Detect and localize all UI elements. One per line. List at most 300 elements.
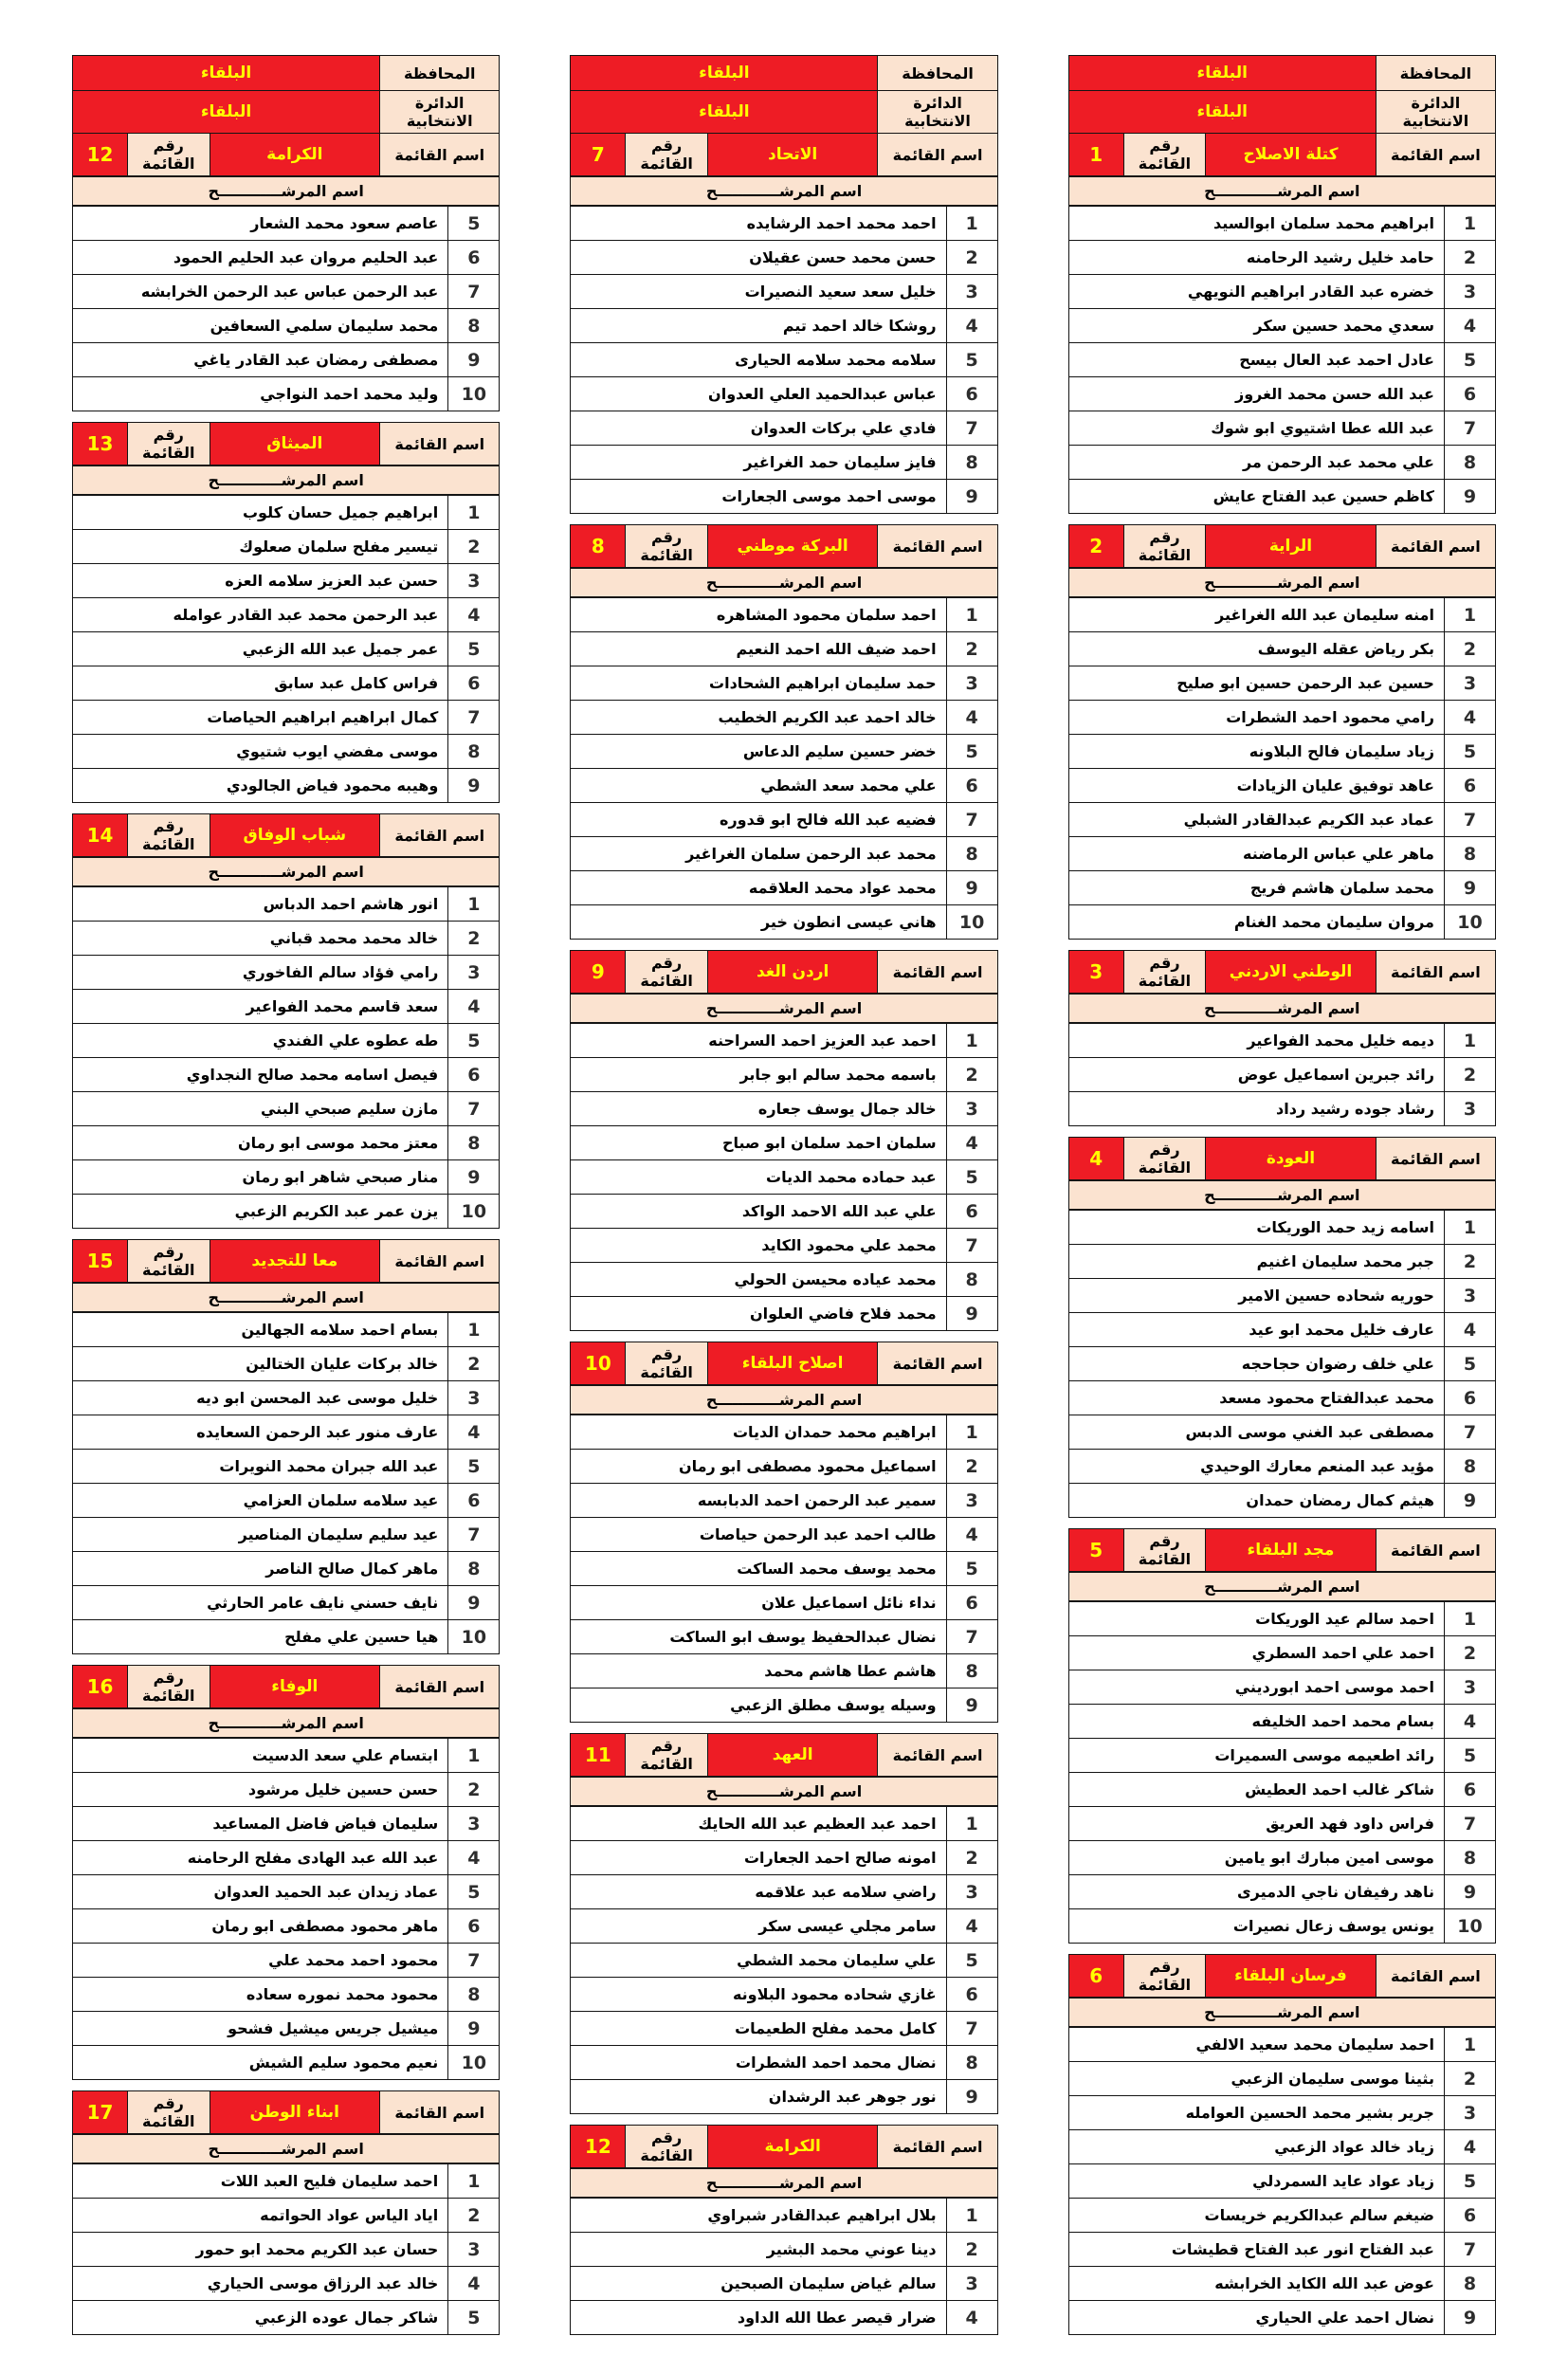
candidate-name: خليل سعد سعيد النصيرات [570, 274, 946, 309]
candidate-number: 5 [946, 734, 998, 769]
candidate-name-header: اسم المرشــــــــــــح [72, 465, 500, 495]
candidate-row [1068, 1806, 1496, 1841]
list-header-row [570, 1733, 997, 1777]
list-number-label: رقم القائمة [1123, 524, 1207, 568]
candidate-name: شاكر غالب احمد العطيش [1068, 1772, 1445, 1807]
candidate-row [72, 1585, 500, 1620]
candidate-row [72, 1483, 500, 1518]
candidate-number: 4 [1444, 1312, 1496, 1347]
list-number-label: رقم القائمة [127, 1665, 210, 1708]
list-header-row [570, 950, 997, 994]
list-block [570, 133, 997, 514]
list-header-row [72, 422, 500, 465]
candidate-name: سعد قاسم محمد الفواعير [72, 989, 448, 1024]
candidate-number: 4 [1444, 308, 1496, 343]
candidate-number: 10 [447, 1619, 500, 1654]
candidate-row [1068, 2027, 1496, 2062]
candidate-row [72, 1023, 500, 1058]
list-name-label: اسم القائمة [379, 1665, 500, 1708]
candidate-name: عبد الرحمن محمد عبد القادر عوامله [72, 597, 448, 632]
candidate-row [570, 1874, 997, 1909]
candidate-name: موسى امين مبارك ابو يامين [1068, 1840, 1445, 1875]
candidate-row [1068, 734, 1496, 769]
candidate-number: 10 [447, 1194, 500, 1229]
candidate-name-header: اسم المرشــــــــــــح [72, 2134, 500, 2163]
candidate-row [570, 734, 997, 769]
candidate-name: جبر محمد سليمان اغنيم [1068, 1244, 1445, 1279]
candidate-name-header: اسم المرشــــــــــــح [570, 1777, 997, 1806]
candidate-name: امنه سليمان عبد الله الغراغير [1068, 597, 1445, 632]
list-name: فرسان البلقاء [1205, 1954, 1377, 1998]
candidate-row [1068, 2198, 1496, 2233]
candidate-number: 9 [946, 870, 998, 905]
list-header-row [1068, 1528, 1496, 1572]
candidate-name: عارف منور عبد الرحمن السعايده [72, 1415, 448, 1450]
candidate-row [1068, 1023, 1496, 1058]
candidate-row [570, 1125, 997, 1160]
candidate-name: كامل محمد مفلح الطعيمات [570, 2011, 946, 2046]
candidate-number: 8 [946, 2045, 998, 2080]
candidate-row [72, 1772, 500, 1807]
candidate-row [570, 240, 997, 275]
candidate-row [570, 274, 997, 309]
candidate-row [1068, 1449, 1496, 1484]
candidate-row [72, 1415, 500, 1450]
candidate-number: 7 [946, 411, 998, 446]
candidate-number: 6 [946, 1977, 998, 2012]
candidate-number: 10 [447, 2045, 500, 2080]
candidate-name: بسام احمد سلامه الجهالين [72, 1312, 448, 1347]
list-block [72, 1239, 500, 1654]
list-name-label: اسم القائمة [379, 1239, 500, 1283]
candidate-name: خالد احمد عبد الكريم الخطيب [570, 700, 946, 735]
governorate-row [570, 55, 997, 91]
candidate-name: خالد محمد محمد قباني [72, 921, 448, 956]
candidate-row [72, 563, 500, 598]
list-number: 12 [72, 133, 128, 176]
list-block [570, 524, 997, 940]
candidate-row [72, 240, 500, 275]
candidate-number: 8 [946, 1262, 998, 1297]
candidate-name-header: اسم المرشــــــــــــح [1068, 1572, 1496, 1601]
candidate-row [1068, 1840, 1496, 1875]
column-right [1068, 55, 1496, 2335]
candidate-row [570, 2266, 997, 2301]
list-number: 2 [1068, 524, 1124, 568]
candidate-number: 4 [946, 1125, 998, 1160]
candidate-number: 6 [447, 1483, 500, 1518]
candidate-row [72, 631, 500, 666]
candidate-name: احمد سلمان محمود المشاهره [570, 597, 946, 632]
candidate-name: كاظم حسين عبد الفتاح عايش [1068, 479, 1445, 514]
candidate-row [570, 2300, 997, 2335]
candidate-number: 5 [447, 206, 500, 241]
list-number-label: رقم القائمة [127, 422, 210, 465]
candidate-number: 3 [946, 1874, 998, 1909]
list-number: 6 [1068, 1954, 1124, 1998]
candidate-name: موسى احمد موسى الجعارات [570, 479, 946, 514]
candidate-name: اسامه زيد حمد الوريكات [1068, 1210, 1445, 1245]
candidate-row [570, 1296, 997, 1331]
list-number-label: رقم القائمة [1123, 1954, 1207, 1998]
candidate-name: يونس يوسف زعال نصيرات [1068, 1908, 1445, 1944]
candidate-name: حوريه شحاده حسين الامير [1068, 1278, 1445, 1313]
candidate-name-header: اسم المرشــــــــــــح [1068, 994, 1496, 1023]
candidate-row [72, 2163, 500, 2199]
candidate-name: رامي فؤاد سالم الفاخوري [72, 955, 448, 990]
candidate-name: احمد سليمان فليح العبد اللات [72, 2163, 448, 2199]
list-name-label: اسم القائمة [877, 950, 997, 994]
list-number: 10 [570, 1342, 626, 1385]
candidate-name: ماهر علي عباس الرماضنه [1068, 836, 1445, 871]
candidate-name: ديمه خليل محمد الفواعير [1068, 1023, 1445, 1058]
candidate-name: عباس عبدالحميد العلي العدوان [570, 376, 946, 411]
list-header-row [1068, 524, 1496, 568]
candidate-row [570, 1977, 997, 2012]
candidate-name: بكر رياض عقله اليوسف [1068, 631, 1445, 666]
candidate-row [570, 1159, 997, 1195]
list-name-label: اسم القائمة [1376, 524, 1496, 568]
candidate-number: 5 [447, 1874, 500, 1909]
candidate-row [1068, 597, 1496, 632]
candidate-row [72, 2300, 500, 2335]
candidate-name: احمد موسى احمد ابورديني [1068, 1670, 1445, 1705]
candidate-number: 4 [1444, 2129, 1496, 2164]
candidate-name: نداء نائل اسماعيل علان [570, 1585, 946, 1620]
candidate-row [72, 1619, 500, 1654]
candidate-number: 9 [447, 768, 500, 803]
list-name-label: اسم القائمة [1376, 133, 1496, 176]
candidate-row [570, 2232, 997, 2267]
candidate-name: اسماعيل محمود مصطفى ابو رمان [570, 1449, 946, 1484]
district-value: البلقاء [570, 90, 878, 134]
list-header-row [1068, 133, 1496, 176]
candidate-number: 6 [946, 1194, 998, 1229]
candidate-name: جرير بشير محمد الحسين العوامله [1068, 2095, 1445, 2130]
candidate-name: هاشم عطا هاشم محمد [570, 1653, 946, 1688]
candidate-number: 5 [1444, 734, 1496, 769]
candidate-row [570, 597, 997, 632]
candidate-number: 6 [1444, 1380, 1496, 1415]
candidate-row [72, 529, 500, 564]
candidate-row [1068, 1210, 1496, 1245]
candidate-name: سلمان احمد سلمان ابو صباح [570, 1125, 946, 1160]
list-number-label: رقم القائمة [625, 950, 708, 994]
candidate-row [1068, 1601, 1496, 1636]
list-number-label: رقم القائمة [1123, 1528, 1207, 1572]
candidate-name: نضال احمد علي الحياري [1068, 2300, 1445, 2335]
candidate-name: محمد سليمان سلمي السعافين [72, 308, 448, 343]
candidate-name: فراس كامل عبد سابق [72, 666, 448, 701]
candidate-row [570, 376, 997, 411]
candidate-name: فادي علي بركات العدوان [570, 411, 946, 446]
candidate-name: يزن عمر عبد الكريم الزعبي [72, 1194, 448, 1229]
candidate-row [72, 2232, 500, 2267]
candidate-name: حسن حسين خليل مرشود [72, 1772, 448, 1807]
list-block [72, 1665, 500, 2080]
candidate-name: سعدي محمد حسين سكر [1068, 308, 1445, 343]
candidate-number: 4 [946, 308, 998, 343]
candidate-number: 2 [1444, 1057, 1496, 1092]
candidate-row [72, 921, 500, 956]
list-block [570, 1733, 997, 2114]
candidate-row [570, 1653, 997, 1688]
candidate-number: 9 [1444, 479, 1496, 514]
candidate-name: ماهر كمال صالح الناصر [72, 1551, 448, 1586]
candidate-number: 4 [946, 700, 998, 735]
list-name-label: اسم القائمة [877, 133, 997, 176]
candidate-name: راضي سلامه عبد علاقمه [570, 1874, 946, 1909]
candidate-name: حسان عبد الكريم محمد ابو حمور [72, 2232, 448, 2267]
candidate-row [1068, 1244, 1496, 1279]
candidate-number: 6 [946, 768, 998, 803]
candidate-number: 6 [447, 666, 500, 701]
candidate-name-header: اسم المرشــــــــــــح [1068, 176, 1496, 206]
candidate-name: سليمان فياض فاضل المساعيد [72, 1806, 448, 1841]
candidate-row [72, 1312, 500, 1347]
candidate-number: 2 [1444, 240, 1496, 275]
candidate-number: 5 [946, 1943, 998, 1978]
candidate-number: 1 [1444, 206, 1496, 241]
list-number: 5 [1068, 1528, 1124, 1572]
candidate-number: 10 [1444, 904, 1496, 940]
candidate-number: 3 [1444, 274, 1496, 309]
candidate-row [1068, 274, 1496, 309]
candidate-row [1068, 1908, 1496, 1944]
candidate-number: 7 [946, 802, 998, 837]
candidate-name: ابتسام علي سعد الدسيت [72, 1738, 448, 1773]
candidate-name-header: اسم المرشــــــــــــح [72, 176, 500, 206]
candidate-name: محمود محمد نموره سعاده [72, 1977, 448, 2012]
candidate-number: 7 [1444, 411, 1496, 446]
candidate-row [72, 342, 500, 377]
candidate-name: هيا حسين علي مفلح [72, 1619, 448, 1654]
candidate-number: 3 [447, 955, 500, 990]
candidate-name: نعيم محمود سليم الشيش [72, 2045, 448, 2080]
candidate-number: 2 [447, 529, 500, 564]
candidate-row [1068, 1312, 1496, 1347]
candidate-row [72, 1449, 500, 1484]
candidate-number: 1 [447, 1312, 500, 1347]
governorate-label: المحافظة [1376, 55, 1496, 91]
column-header-block [72, 55, 500, 134]
candidate-name: علي خلف رضوان حجاحجه [1068, 1346, 1445, 1381]
candidate-number: 6 [946, 1585, 998, 1620]
list-block [1068, 1954, 1496, 2335]
column-header-block [570, 55, 997, 134]
candidate-name: محمد عبدالفتاح محمود مسعد [1068, 1380, 1445, 1415]
candidate-number: 5 [1444, 2163, 1496, 2199]
candidate-name: سامر مجلي عيسى سكر [570, 1908, 946, 1944]
candidate-row [1068, 870, 1496, 905]
candidate-number: 3 [1444, 1278, 1496, 1313]
candidate-row [570, 1228, 997, 1263]
candidate-number: 9 [946, 1296, 998, 1331]
candidate-name: ضيغم سالم عبدالكريم خريسات [1068, 2198, 1445, 2233]
list-name: الكرامة [210, 133, 381, 176]
governorate-value: البلقاء [570, 55, 878, 91]
candidate-number: 5 [946, 342, 998, 377]
candidate-number: 1 [1444, 597, 1496, 632]
list-name-label: اسم القائمة [877, 524, 997, 568]
list-header-row [1068, 1954, 1496, 1998]
candidate-number: 3 [447, 563, 500, 598]
candidate-row [72, 1977, 500, 2012]
list-number-label: رقم القائمة [1123, 950, 1207, 994]
candidate-row [570, 1943, 997, 1978]
list-name: اصلاح البلقاء [707, 1342, 879, 1385]
candidate-name: غازي شحاده محمود البلاونه [570, 1977, 946, 2012]
candidate-number: 2 [946, 1449, 998, 1484]
list-name-label: اسم القائمة [1376, 1137, 1496, 1180]
candidate-number: 6 [1444, 376, 1496, 411]
candidate-name: ناهد رفيفان ناجي الدميرى [1068, 1874, 1445, 1909]
candidate-row [72, 1738, 500, 1773]
candidate-number: 8 [447, 1551, 500, 1586]
candidate-row [1068, 206, 1496, 241]
candidate-row [72, 1943, 500, 1978]
candidate-number: 9 [447, 1159, 500, 1195]
candidate-row [1068, 2300, 1496, 2335]
list-number: 8 [570, 524, 626, 568]
candidate-number: 4 [447, 2266, 500, 2301]
list-number-label: رقم القائمة [1123, 1137, 1207, 1180]
candidate-number: 4 [447, 989, 500, 1024]
list-number-label: رقم القائمة [127, 133, 210, 176]
candidate-name: احمد سالم عيد الوريكات [1068, 1601, 1445, 1636]
candidate-number: 9 [946, 2079, 998, 2114]
candidate-number: 7 [447, 1943, 500, 1978]
candidate-number: 5 [1444, 342, 1496, 377]
list-name-label: اسم القائمة [877, 1733, 997, 1777]
candidate-name: خليل موسى عبد المحسن ابو ديه [72, 1380, 448, 1415]
candidate-number: 3 [1444, 666, 1496, 701]
candidate-row [570, 1415, 997, 1450]
list-block [570, 1342, 997, 1723]
candidate-row [570, 1688, 997, 1723]
candidate-name: عبد الحليم مروان عبد الحليم الحمود [72, 240, 448, 275]
list-number-label: رقم القائمة [127, 2090, 210, 2134]
candidate-row [72, 1159, 500, 1195]
candidate-row [1068, 342, 1496, 377]
candidate-name: فيصل اسامه محمد صالح النجداوي [72, 1057, 448, 1092]
list-header-row [1068, 950, 1496, 994]
candidate-name: رامي محمود احمد الشطرات [1068, 700, 1445, 735]
candidate-name-header: اسم المرشــــــــــــح [1068, 568, 1496, 597]
candidate-row [72, 768, 500, 803]
list-number-label: رقم القائمة [625, 133, 708, 176]
candidate-number: 5 [1444, 1738, 1496, 1773]
candidate-row [570, 2045, 997, 2080]
candidate-name: فايز سليمان حمد الغراغير [570, 445, 946, 480]
list-block [1068, 950, 1496, 1126]
candidate-row [1068, 2061, 1496, 2096]
candidate-row [72, 376, 500, 411]
candidate-name: طه عطوه علي الفندي [72, 1023, 448, 1058]
candidate-name: مصطفى عبد الغني موسى الدبس [1068, 1415, 1445, 1450]
candidate-row [72, 597, 500, 632]
candidate-name: عماد عبد الكريم عبدالقادر الشبلي [1068, 802, 1445, 837]
candidate-row [570, 1262, 997, 1297]
candidate-row [570, 2198, 997, 2233]
candidate-name: وهيبه محمود فياض الجالودي [72, 768, 448, 803]
candidate-row [1068, 1091, 1496, 1126]
candidate-number: 3 [1444, 2095, 1496, 2130]
candidate-row [570, 2079, 997, 2114]
list-number-label: رقم القائمة [625, 1342, 708, 1385]
candidate-number: 8 [1444, 445, 1496, 480]
candidate-row [1068, 666, 1496, 701]
candidate-number: 9 [1444, 870, 1496, 905]
column-middle [570, 55, 997, 2335]
candidate-row [1068, 1704, 1496, 1739]
governorate-label: المحافظة [877, 55, 997, 91]
candidate-name-header: اسم المرشــــــــــــح [570, 1385, 997, 1415]
list-name: اردن الغد [707, 950, 879, 994]
candidate-number: 1 [1444, 1601, 1496, 1636]
district-label: الدائرة الانتخابية [1376, 90, 1496, 134]
candidate-row [1068, 1635, 1496, 1670]
candidate-name: سمير عبد الرحمن احمد الدبابسه [570, 1483, 946, 1518]
candidate-row [570, 2011, 997, 2046]
candidate-row [72, 308, 500, 343]
candidate-number: 4 [1444, 700, 1496, 735]
candidate-number: 10 [946, 904, 998, 940]
list-number: 7 [570, 133, 626, 176]
list-block [72, 133, 500, 411]
candidate-number: 3 [1444, 1091, 1496, 1126]
candidate-name: نضال عبدالحفيظ يوسف ابو الساكت [570, 1619, 946, 1654]
candidate-name: احمد عبد العظيم عبد الله الحايك [570, 1806, 946, 1841]
candidate-number: 4 [946, 1908, 998, 1944]
list-number: 15 [72, 1239, 128, 1283]
candidate-name: زياد عواد عايد السمردلي [1068, 2163, 1445, 2199]
candidate-number: 2 [946, 1057, 998, 1092]
candidate-number: 2 [1444, 1635, 1496, 1670]
candidate-number: 8 [447, 734, 500, 769]
candidate-number: 8 [1444, 2266, 1496, 2301]
candidate-row [72, 666, 500, 701]
list-number-label: رقم القائمة [625, 2125, 708, 2168]
candidate-name: باسمه محمد سالم ابو جابر [570, 1057, 946, 1092]
candidate-name: عارف خليل محمد ابو عيد [1068, 1312, 1445, 1347]
candidate-row [570, 836, 997, 871]
candidate-number: 5 [946, 1551, 998, 1586]
candidate-name: عبد الله عطا اشتيوي ابو شوك [1068, 411, 1445, 446]
list-block [72, 2090, 500, 2335]
list-number-label: رقم القائمة [127, 1239, 210, 1283]
candidate-row [570, 1840, 997, 1875]
candidate-row [1068, 240, 1496, 275]
candidate-name: تيسير مفلح سلمان صعلوك [72, 529, 448, 564]
candidate-row [72, 1091, 500, 1126]
candidate-number: 5 [1444, 1346, 1496, 1381]
list-block [1068, 1137, 1496, 1518]
candidate-row [1068, 2266, 1496, 2301]
candidate-number: 7 [1444, 1415, 1496, 1450]
district-row [570, 90, 997, 134]
candidate-name: ابراهيم محمد سلمان ابوالسيد [1068, 206, 1445, 241]
candidate-number: 7 [447, 1517, 500, 1552]
candidate-row [72, 2011, 500, 2046]
candidate-row [72, 495, 500, 530]
list-name-label: اسم القائمة [1376, 950, 1496, 994]
candidate-name: موسى مفضي ايوب شتيوي [72, 734, 448, 769]
candidate-name: رشاد جوده رشيد رداد [1068, 1091, 1445, 1126]
candidate-name: وليد محمد احمد النواجي [72, 376, 448, 411]
candidate-number: 1 [447, 495, 500, 530]
candidate-row [570, 870, 997, 905]
